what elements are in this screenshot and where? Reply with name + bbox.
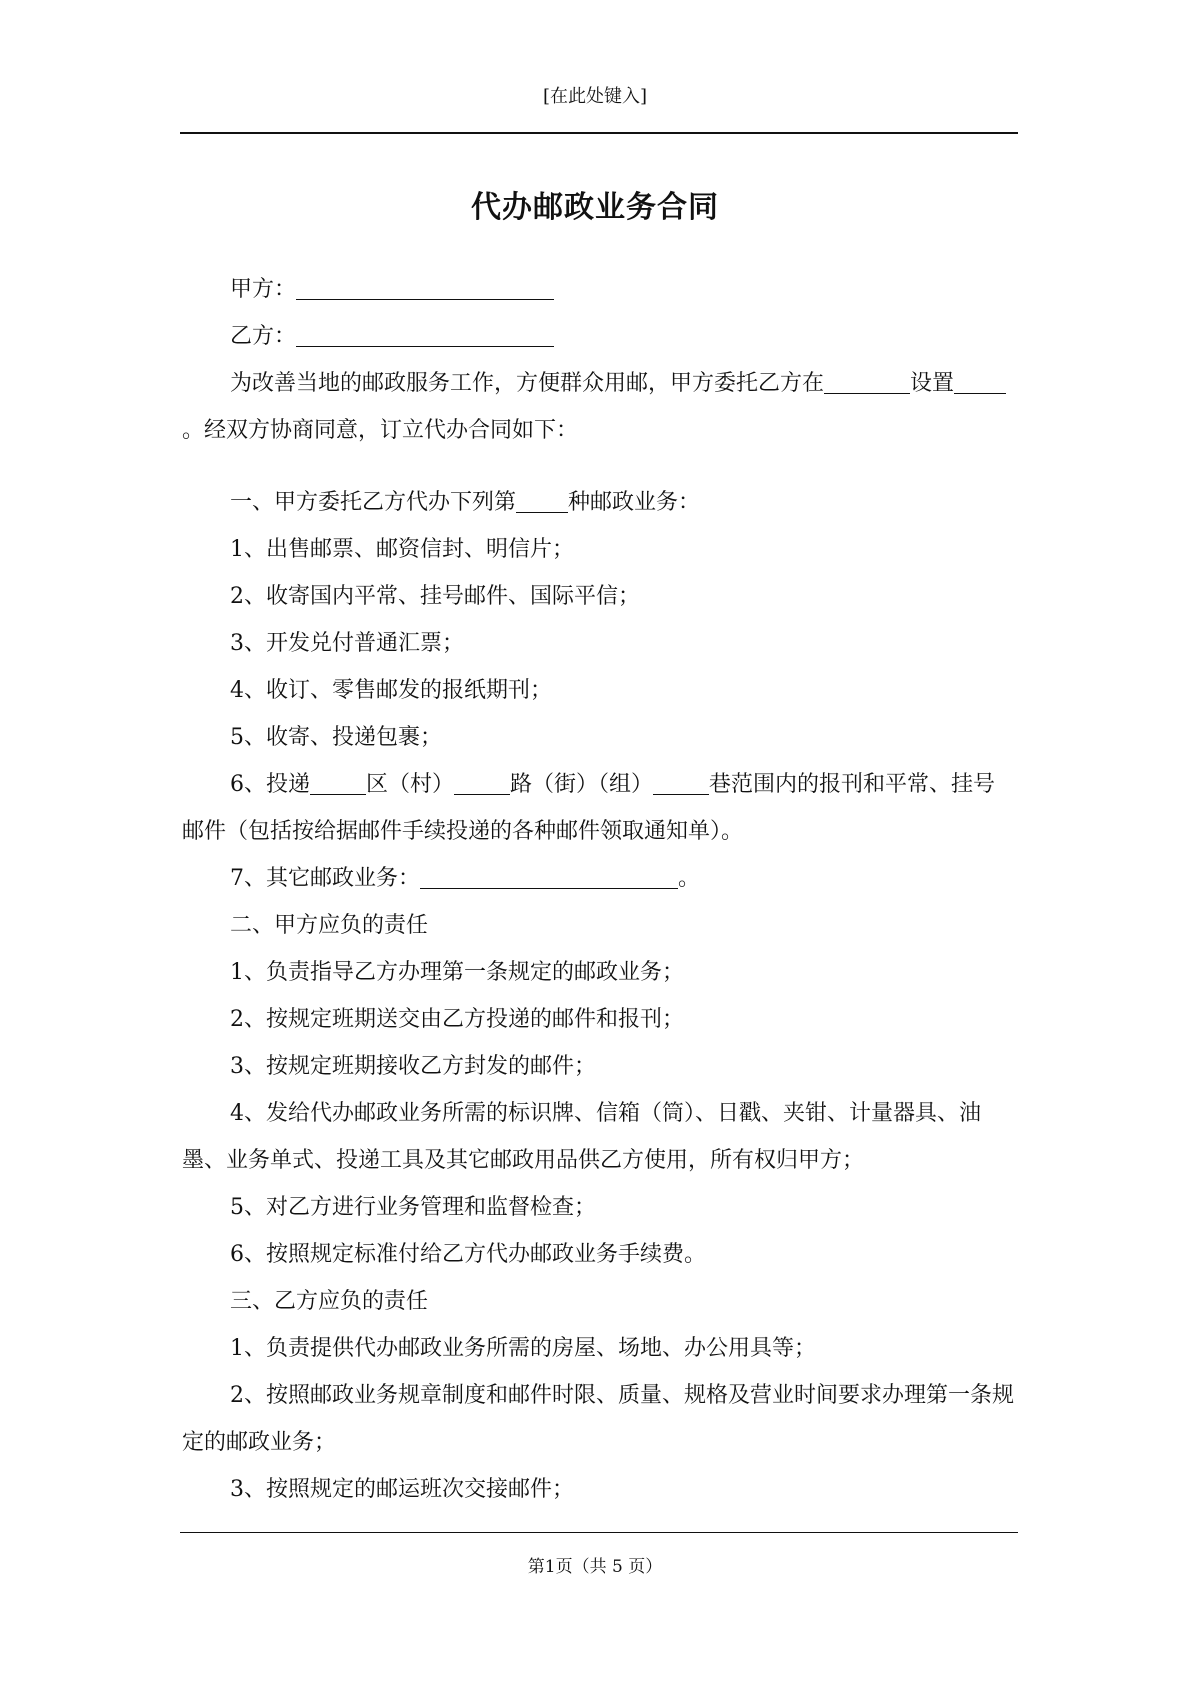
section1-item2: 2、收寄国内平常、挂号邮件、国际平信； xyxy=(230,584,640,609)
section2-item6: 6、按照规定标准付给乙方代办邮政业务手续费。 xyxy=(230,1242,706,1267)
footer-rule xyxy=(180,1532,1018,1533)
section1-item3: 3、开发兑付普通汇票； xyxy=(230,631,464,656)
intro-text-2: 设置 xyxy=(910,371,955,396)
section2-heading: 二、甲方应负的责任 xyxy=(230,913,429,938)
section2-item2: 2、按规定班期送交由乙方投递的邮件和报刊； xyxy=(230,1007,684,1032)
document-title: 代办邮政业务合同 xyxy=(471,190,719,225)
party-b-label: 乙方： xyxy=(230,324,297,349)
intro-text-3: 。经双方协商同意，订立代办合同如下： xyxy=(182,418,579,443)
item7-text-b: 。 xyxy=(678,866,701,891)
section2-item5: 5、对乙方进行业务管理和监督检查； xyxy=(230,1195,596,1220)
header-rule xyxy=(180,132,1018,134)
section1-item4: 4、收订、零售邮发的报纸期刊； xyxy=(230,678,552,703)
location-blank[interactable] xyxy=(824,369,910,394)
party-a-blank[interactable] xyxy=(296,275,554,300)
section2-item4: 4、发给代办邮政业务所需的标识牌、信箱（筒）、日戳、夹钳、计量器具、油墨、业务单式、投递工具及其它邮政用品供乙方使用，所有权归甲方； xyxy=(182,1101,981,1173)
intro-paragraph xyxy=(182,360,1016,454)
section1-heading-text-2: 种邮政业务： xyxy=(568,490,701,515)
district-blank[interactable] xyxy=(310,770,366,795)
section3-item1: 1、负责提供代办邮政业务所需的房屋、场地、办公用具等； xyxy=(230,1336,816,1361)
intro-text-1: 为改善当地的邮政服务工作，方便群众用邮，甲方委托乙方在 xyxy=(230,371,825,396)
item6-text-c: 路（街）（组） xyxy=(510,772,654,797)
lane-blank[interactable] xyxy=(653,770,709,795)
section1-item7 xyxy=(182,855,1016,902)
item6-text-b: 区（村） xyxy=(366,772,455,797)
page-header: [在此处键入] xyxy=(542,86,648,107)
section1-heading xyxy=(182,479,1016,526)
section3-heading: 三、乙方应负的责任 xyxy=(230,1289,429,1314)
party-a-label: 甲方： xyxy=(230,277,297,302)
road-blank[interactable] xyxy=(454,770,510,795)
other-business-blank[interactable] xyxy=(420,864,678,889)
party-b-blank[interactable] xyxy=(296,322,554,347)
spacer xyxy=(182,454,1016,479)
setup-blank[interactable] xyxy=(954,369,1006,394)
section1-item1: 1、出售邮票、邮资信封、明信片； xyxy=(230,537,574,562)
party-b-line xyxy=(182,313,1016,360)
section3-item3: 3、按照规定的邮运班次交接邮件； xyxy=(230,1477,574,1502)
section3-item2: 2、按照邮政业务规章制度和邮件时限、质量、规格及营业时间要求办理第一条规定的邮政业务； xyxy=(182,1383,1014,1455)
section2-item1: 1、负责指导乙方办理第一条规定的邮政业务； xyxy=(230,960,684,985)
item7-text-a: 7、其它邮政业务： xyxy=(230,866,420,891)
section2-item3: 3、按规定班期接收乙方封发的邮件； xyxy=(230,1054,596,1079)
item6-text-a: 6、投递 xyxy=(230,772,310,797)
business-type-blank[interactable] xyxy=(516,488,568,513)
section1-item6 xyxy=(182,761,1016,855)
party-a-line xyxy=(182,266,1016,313)
document-body xyxy=(182,266,1016,1513)
page-number: 第1页（共 5 页） xyxy=(527,1557,663,1577)
section1-item5: 5、收寄、投递包裹； xyxy=(230,725,442,750)
item6-text-d: 巷范围内的报刊和平常、挂号邮件（包括按给据邮件手续投递的各种邮件领取通知单）。 xyxy=(182,772,996,844)
section1-heading-text-1: 一、甲方委托乙方代办下列第 xyxy=(230,490,517,515)
